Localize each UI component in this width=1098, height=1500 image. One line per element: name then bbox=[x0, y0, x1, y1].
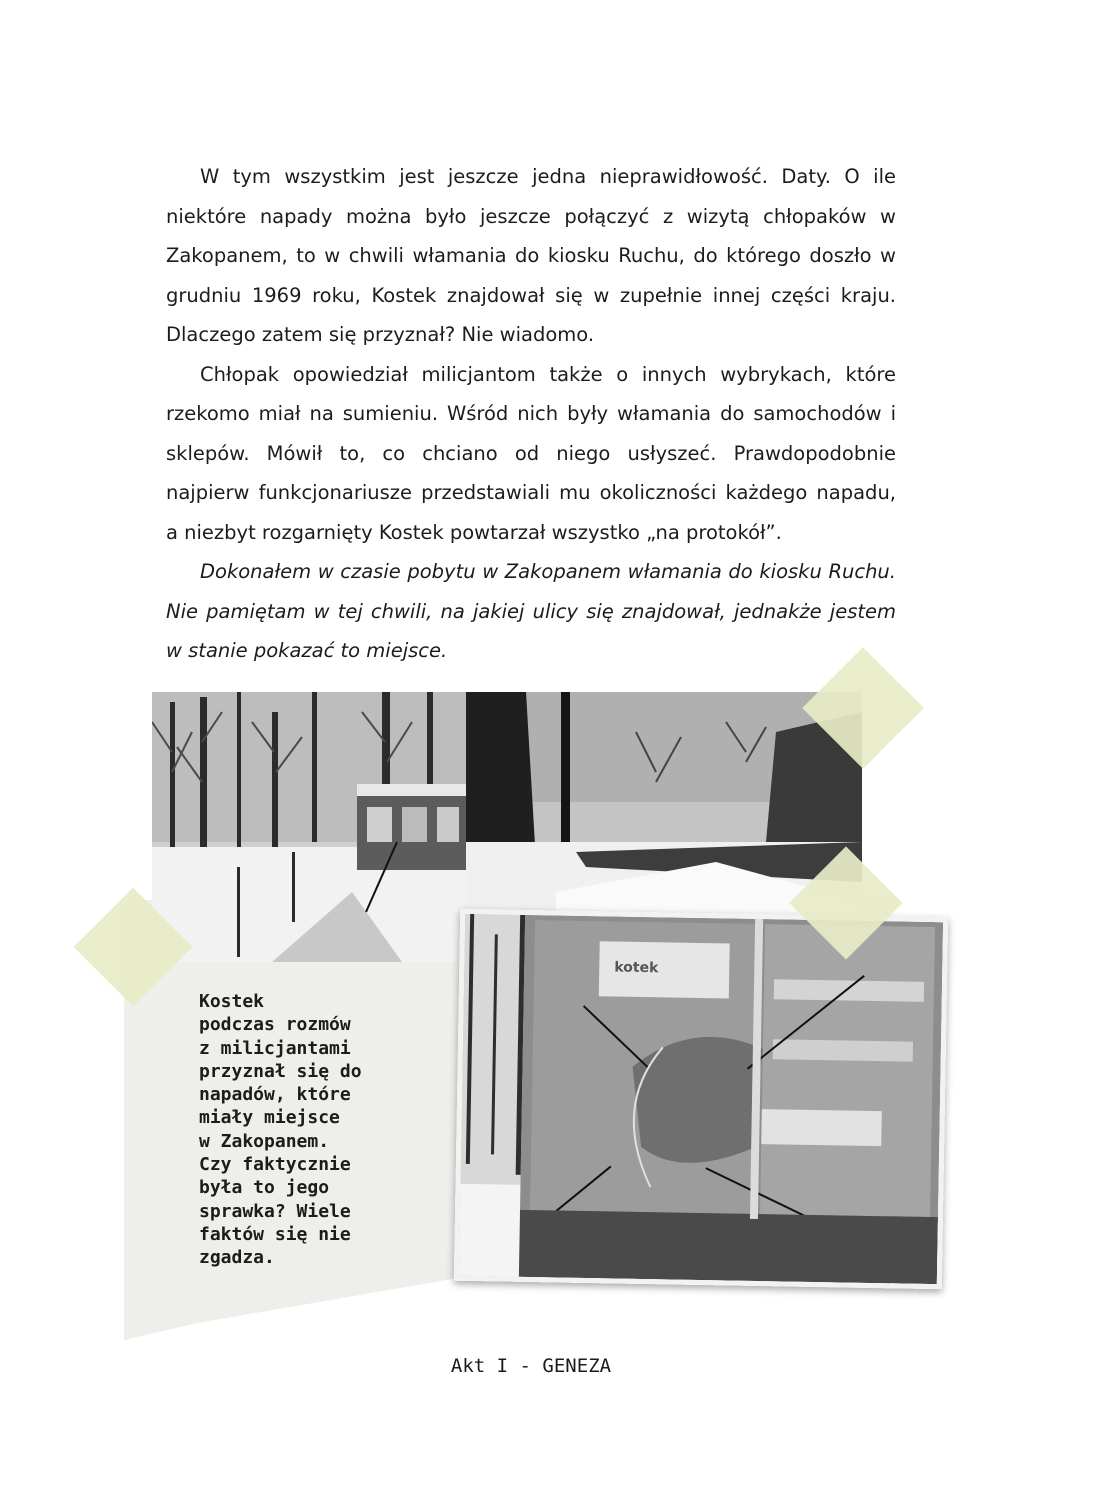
photo-kiosk-window bbox=[454, 909, 948, 1289]
paragraph-2: Chłopak opowiedział milicjantom także o innych wybrykach, które rzekomo miał na sumieniu. Wśród nich były włamania do samochodów i sklepów. Mówił to, co chciano od niego usłyszeć. Prawdopodobnie najpierw funkcjonariusze przedstawiali mu okoliczności każdego napadu, a niezbyt rozgarnięty Kostek powtarzał wszystko „na protokół”. bbox=[166, 362, 896, 544]
body-text bbox=[166, 157, 896, 671]
photo-caption: Kostek podczas rozmów z milicjantami przyznał się do napadów, które miały miejsce w Zakopanem. Czy faktycznie była to jego sprawka? Wiele faktów się nie zgadza. bbox=[199, 991, 362, 1269]
page-footer: Akt I - GENEZA bbox=[450, 1355, 612, 1377]
paragraph-1: W tym wszystkim jest jeszcze jedna nieprawidłowość. Daty. O ile niektóre napady można było jeszcze połączyć z wizytą chłopaków w Zakopanem, to w chwili włamania do kiosku Ruchu, do którego doszło w grudniu 1969 roku, Kostek znajdował się w zupełnie innej części kraju. Dlaczego zatem się przyznał? Nie wiadomo. bbox=[166, 165, 896, 346]
kiosk-sign-text: kotek bbox=[614, 959, 659, 977]
quote-paragraph: Dokonałem w czasie pobytu w Zakopanem włamania do kiosku Ruchu. Nie pamiętam w tej chwili, na jakiej ulicy się znajdował, jednakże jestem w stanie pokazać to miejsce. bbox=[166, 560, 896, 662]
photo-kiosk-street bbox=[152, 692, 470, 962]
